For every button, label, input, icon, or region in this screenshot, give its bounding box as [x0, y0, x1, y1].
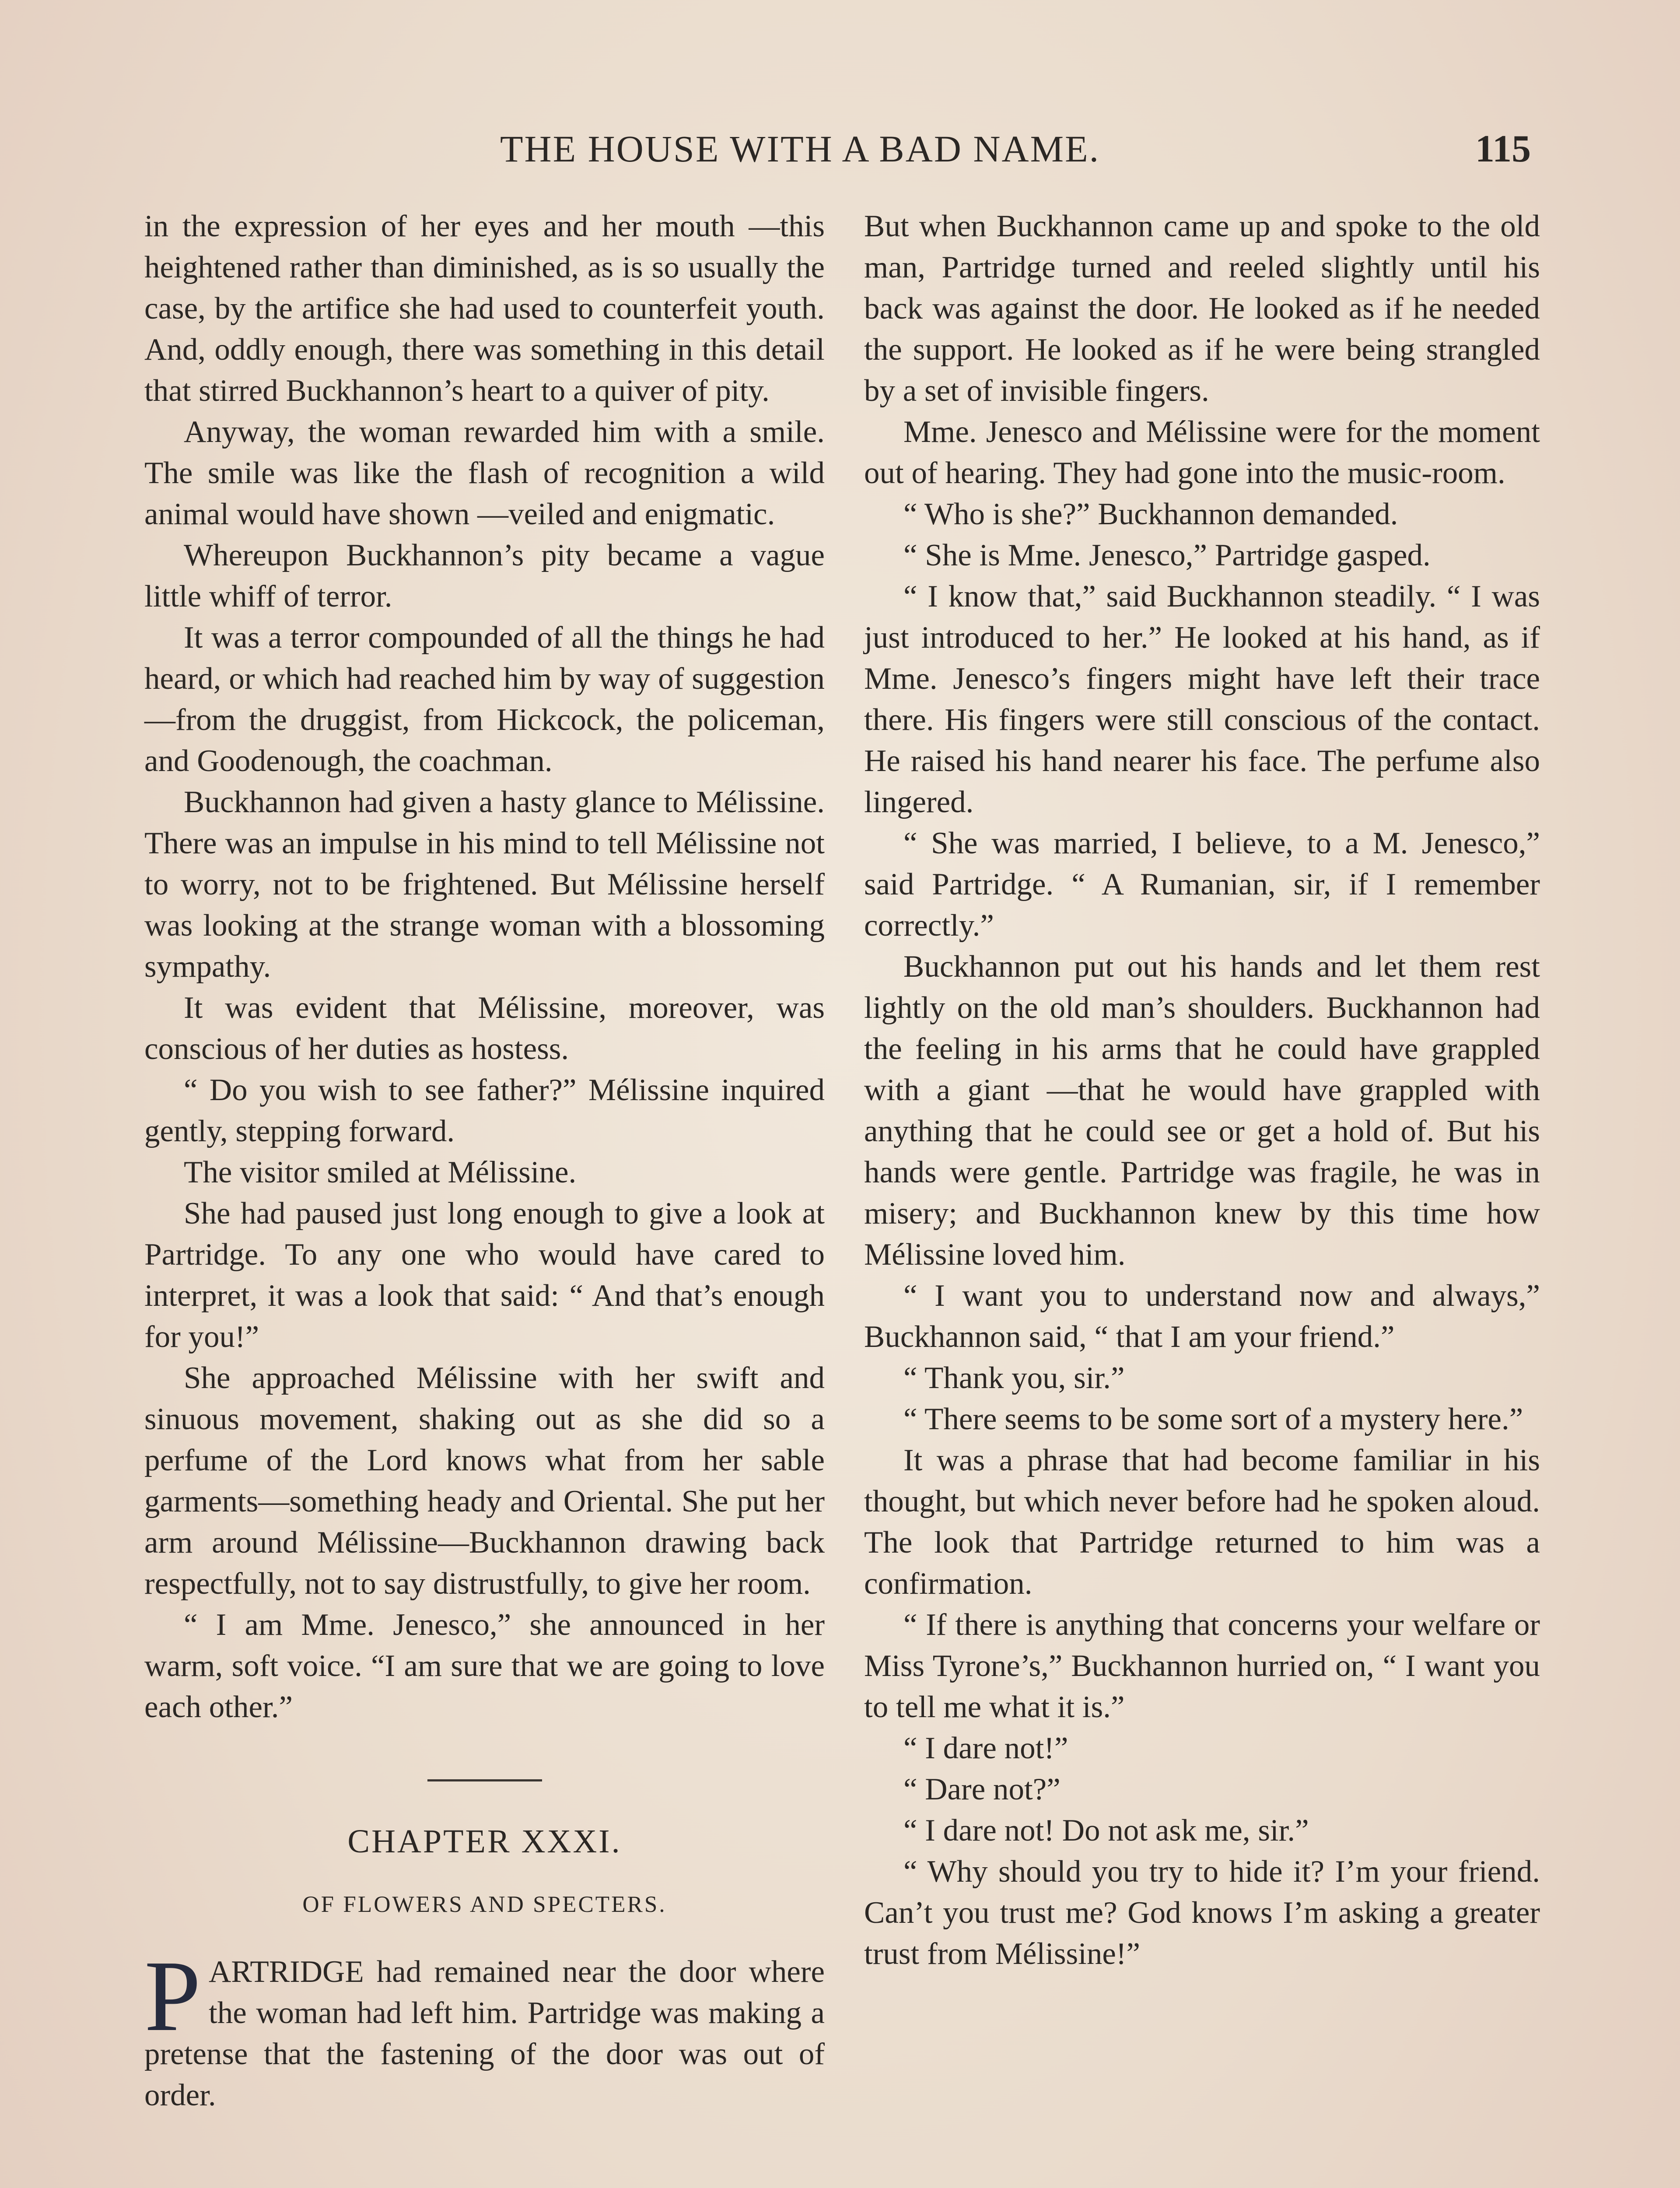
- chapter-opening-text: ARTRIDGE had remained near the door where the woman had left him. Partridge was making a pretense that the fastening of the door was out of order.: [144, 1955, 825, 2112]
- paragraph: Buckhannon had given a hasty glance to Mélissine. There was an impulse in his mind to tell Mélissine not to worry, not to be frightened. But Mélissine herself was looking at the strange woman with a blossoming sympathy.: [144, 785, 825, 984]
- right-column: [864, 206, 1540, 1974]
- paragraph: Whereupon Buckhannon’s pity became a vague little whiff of terror.: [144, 538, 825, 614]
- paragraph: “ I know that,” said Buckhannon steadily. “ I was just introduced to her.” He looked at his hand, as if Mme. Jenesco’s fingers might have left their trace there. His fingers were still conscious of the contact. He raised his hand nearer his face. The perfume also lingered.: [864, 579, 1540, 819]
- chapter-title: CHAPTER XXXI.: [347, 1823, 622, 1860]
- paragraph: “ There seems to be some sort of a mystery here.”: [903, 1402, 1523, 1436]
- chapter-subtitle: OF FLOWERS AND SPECTERS.: [302, 1892, 667, 1917]
- paragraph: “ Thank you, sir.”: [903, 1361, 1125, 1395]
- running-title: THE HOUSE WITH A BAD NAME.: [500, 128, 1100, 170]
- paragraph: in the expression of her eyes and her mouth —this heightened rather than diminished, as is so usually the case, by the artifice she had used to counterfeit youth. And, oddly enough, there was something in this detail that stirred Buckhannon’s heart to a quiver of pity.: [144, 209, 825, 408]
- chapter-opening-paragraph: [144, 1940, 825, 2116]
- running-header: [0, 127, 1680, 193]
- paragraph: “ I dare not!”: [903, 1731, 1068, 1765]
- paragraph: “ I am Mme. Jenesco,” she announced in her warm, soft voice. “I am sure that we are going to love each other.”: [144, 1608, 825, 1724]
- drop-cap-letter: P: [144, 1940, 201, 2052]
- paragraph: “ Why should you try to hide it? I’m your friend. Can’t you trust me? God knows I’m asking a greater trust from Mélissine!”: [864, 1855, 1540, 1971]
- paragraph: It was a phrase that had become familiar in his thought, but which never before had he spoken aloud. The look that Partridge returned to him was a confirmation.: [864, 1443, 1540, 1601]
- paragraph: She approached Mélissine with her swift and sinuous movement, shaking out as she did so a perfume of the Lord knows what from her sable garments—something heady and Oriental. She put her arm around Mélissine—Buckhannon drawing back respectfully, not to say distrustfully, to give her room.: [144, 1361, 825, 1601]
- paragraph: But when Buckhannon came up and spoke to the old man, Partridge turned and reeled slightly until his back was against the door. He looked as if he needed the support. He looked as if he were being strangled by a set of invisible fingers.: [864, 209, 1540, 408]
- paragraph: “ If there is anything that concerns your welfare or Miss Tyrone’s,” Buckhannon hurried on, “ I want you to tell me what it is.”: [864, 1608, 1540, 1724]
- paragraph: “ I want you to understand now and always,” Buckhannon said, “ that I am your friend.”: [864, 1279, 1540, 1354]
- left-column: [144, 206, 825, 2116]
- paragraph: “ She was married, I believe, to a M. Jenesco,” said Partridge. “ A Rumanian, sir, if I remember correctly.”: [864, 826, 1540, 943]
- paragraph: Buckhannon put out his hands and let them rest lightly on the old man’s shoulders. Buckhannon had the feeling in his arms that he could have grappled with a giant —that he would have grappled with anything that he could see or get a hold of. But his hands were gentle. Partridge was fragile, he was in misery; and Buckhannon knew by this time how Mélissine loved him.: [864, 950, 1540, 1272]
- paragraph: “ Do you wish to see father?” Mélissine inquired gently, stepping forward.: [144, 1073, 825, 1148]
- page-number: 115: [1475, 128, 1531, 170]
- paragraph: Mme. Jenesco and Mélissine were for the moment out of hearing. They had gone into the music-room.: [864, 415, 1540, 490]
- section-divider: [427, 1779, 542, 1781]
- paragraph: She had paused just long enough to give a look at Partridge. To any one who would have cared to interpret, it was a look that said: “ And that’s enough for you!”: [144, 1196, 825, 1354]
- paragraph: “ Dare not?”: [903, 1772, 1060, 1806]
- paragraph: The visitor smiled at Mélissine.: [184, 1155, 577, 1189]
- paragraph: “ She is Mme. Jenesco,” Partridge gasped.: [903, 538, 1431, 572]
- paragraph: “ Who is she?” Buckhannon demanded.: [903, 497, 1398, 531]
- paragraph: It was a terror compounded of all the things he had heard, or which had reached him by way of suggestion—from the druggist, from Hickcock, the policeman, and Goodenough, the coachman.: [144, 621, 825, 778]
- paragraph: It was evident that Mélissine, moreover, was conscious of her duties as hostess.: [144, 991, 825, 1066]
- paragraph: Anyway, the woman rewarded him with a smile. The smile was like the flash of recognition a wild animal would have shown —veiled and enigmatic.: [144, 415, 825, 531]
- paragraph: “ I dare not! Do not ask me, sir.”: [903, 1813, 1309, 1848]
